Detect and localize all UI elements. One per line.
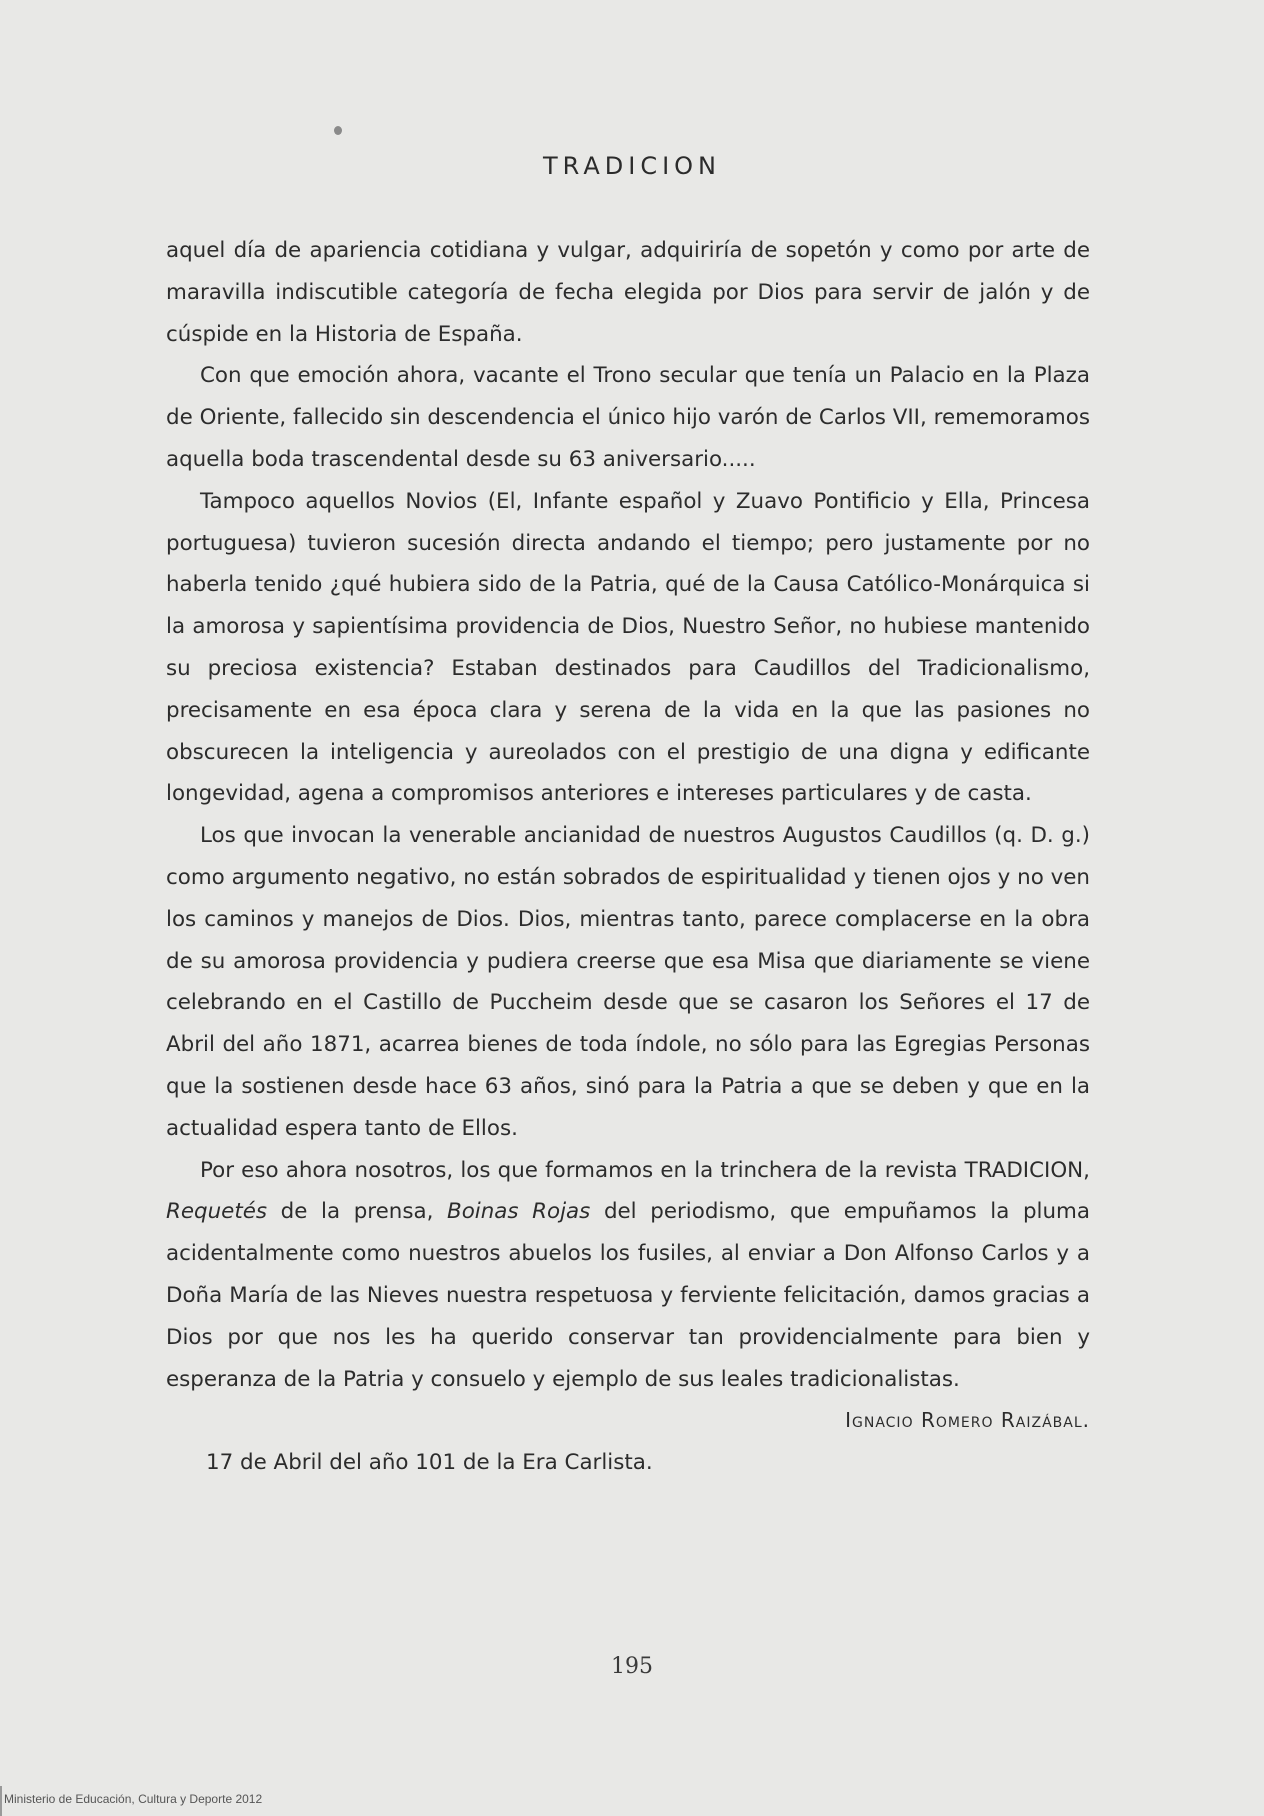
footer-divider: [0, 1786, 2, 1816]
ink-speck: [334, 126, 342, 135]
paragraph-1: aquel día de apariencia cotidiana y vulgar, adquiriría de sopetón y como por arte de maravilla indiscutible categoría de fecha elegida por Dios para servir de jalón y de cúspide en la Historia de España.: [166, 238, 1090, 347]
italic-boinas-rojas: Boinas Rojas: [447, 1199, 591, 1225]
date-line: 17 de Abril del año 101 de la Era Carlista.: [206, 1450, 653, 1476]
paragraph-5-text-b: de la prensa,: [267, 1199, 448, 1225]
footer-credit: Ministerio de Educación, Cultura y Deporte 2012: [4, 1792, 263, 1806]
italic-requetes: Requetés: [166, 1199, 268, 1225]
paragraph-4: Los que invocan la venerable ancianidad de nuestros Augustos Caudillos (q. D. g.) como argumento negativo, no están sobrados de espiritualidad y tienen ojos y no ven los caminos y manejos de Dios. Dios, mientras tanto, parece complacerse en la obra de su amorosa providencia y pudiera creerse que esa Misa que diariamente se viene celebrando en el Castillo de Puccheim desde que se casaron los Señores el 17 de Abril del año 1871, acarrea bienes de toda índole, no sólo para las Egregias Personas que la sostienen desde hace 63 años, sinó para la Patria a que se deben y que en la actualidad espera tanto de Ellos.: [166, 823, 1090, 1141]
page-number: 195: [611, 1654, 653, 1679]
paragraph-5-text-a: Por eso ahora nosotros, los que formamos en la trinchera de la revista TRADICION,: [200, 1157, 1090, 1183]
article-body: [166, 230, 1090, 1484]
paragraph-2: Con que emoción ahora, vacante el Trono secular que tenía un Palacio en la Plaza de Oriente, fallecido sin descendencia el único hijo varón de Carlos VII, rememoramos aquella boda trascendental desde su 63 aniversario.....: [166, 363, 1090, 472]
page-header-title: TRADICION: [542, 152, 722, 180]
author-signature: Ignacio Romero Raizábal.: [845, 1408, 1090, 1433]
paragraph-5: [166, 1150, 1090, 1401]
paragraph-5-text-c: del periodismo, que empuñamos la pluma acidentalmente como nuestros abuelos los fusiles, al enviar a Don Alfonso Carlos y a Doña María de las Nieves nuestra respetuosa y ferviente felicitación, damos gracias a Dios por que nos les ha querido conservar tan providencialmente para bien y esperanza de la Patria y consuelo y ejemplo de sus leales tradicionalistas.: [166, 1199, 1090, 1392]
paragraph-3: Tampoco aquellos Novios (El, Infante español y Zuavo Pontificio y Ella, Princesa portuguesa) tuvieron sucesión directa andando el tiempo; pero justamente por no haberla tenido ¿qué hubiera sido de la Patria, qué de la Causa Católico-Monárquica si la amorosa y sapientísima providencia de Dios, Nuestro Señor, no hubiese mantenido su preciosa existencia? Estaban destinados para Caudillos del Tradicionalismo, precisamente en esa época clara y serena de la vida en la que las pasiones no obscurecen la inteligencia y aureolados con el prestigio de una digna y edificante longevidad, agena a compromisos anteriores e intereses particulares y de casta.: [166, 488, 1090, 807]
